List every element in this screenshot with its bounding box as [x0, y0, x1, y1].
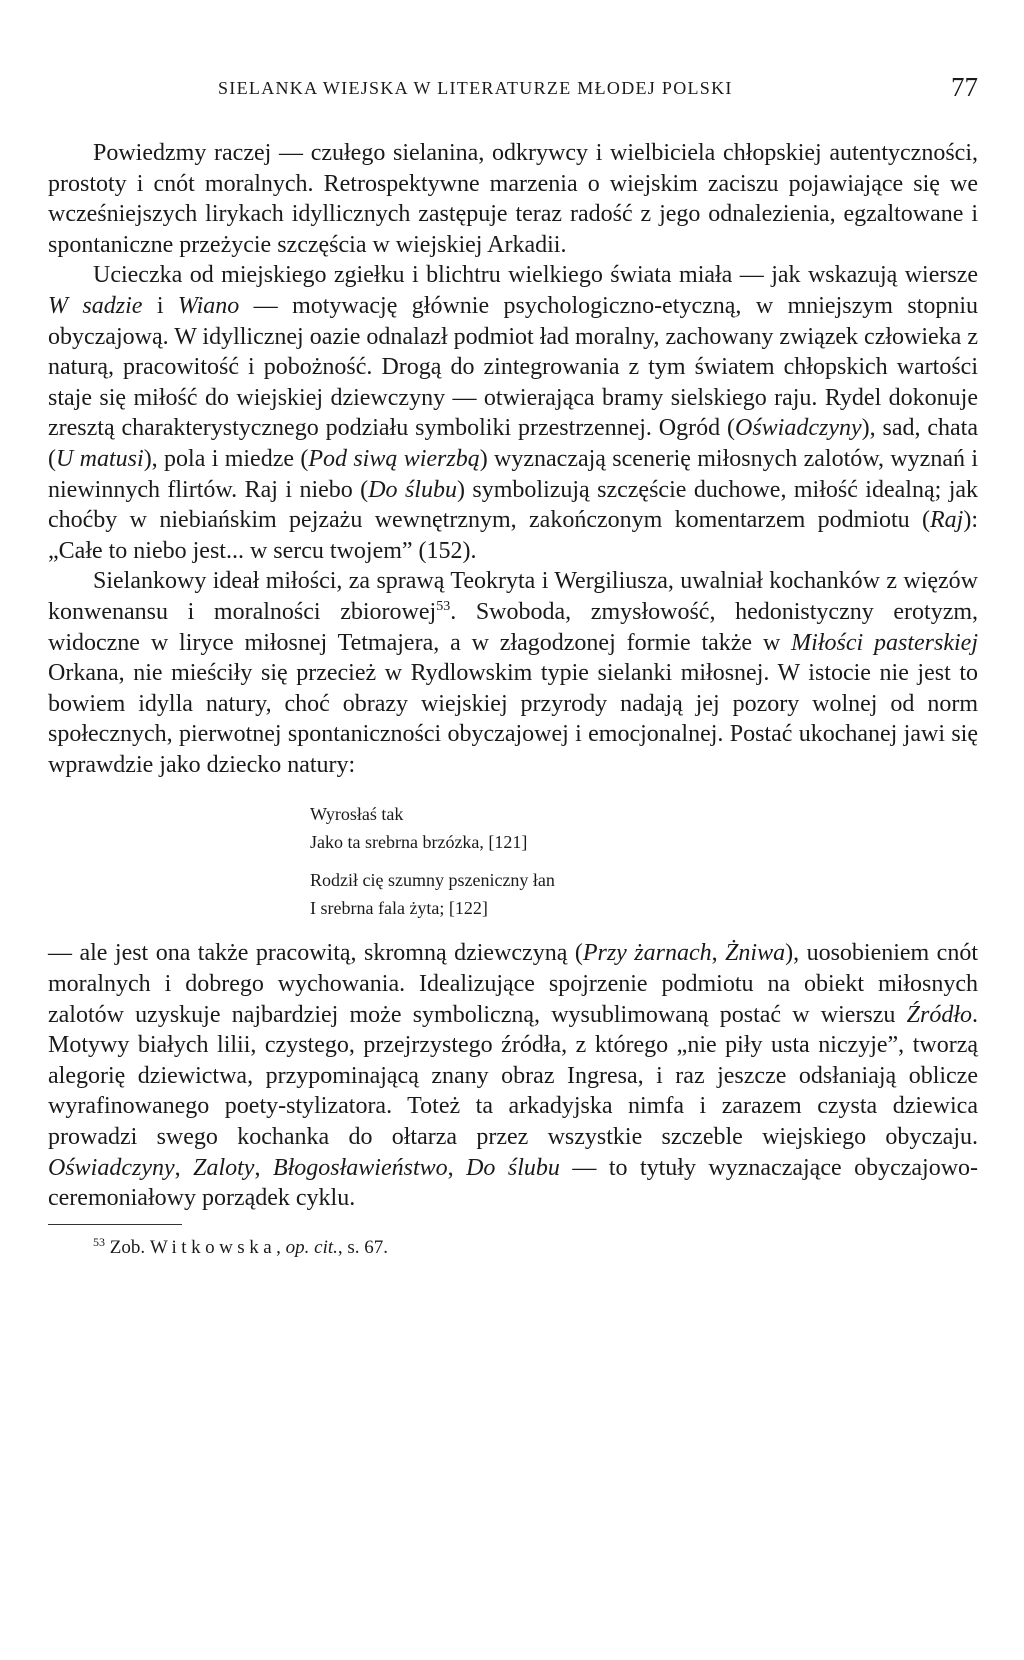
verse-stanza: [310, 800, 978, 856]
text-run: Zob.: [105, 1236, 150, 1258]
poem-title: Błogosławieństwo: [272, 1154, 448, 1181]
poem-title: Do ślubu: [368, 476, 457, 503]
footnote-reference[interactable]: 53: [436, 598, 451, 614]
text-run: ,: [276, 1236, 286, 1258]
book-page: [48, 70, 978, 1261]
verse-quotation: [310, 800, 978, 922]
verse-line: Rodził cię szumny pszeniczny łan: [310, 870, 555, 891]
poem-title: Oświadczyny: [734, 415, 862, 442]
text-run: ,: [447, 1154, 467, 1181]
verse-line: Wyrosłaś tak: [310, 804, 404, 825]
poem-title: Oświadczyny: [48, 1154, 175, 1181]
text-run: — ale jest ona także pracowitą, skromną dziewczyną (: [48, 940, 583, 967]
poem-title: Zaloty: [193, 1154, 255, 1181]
poem-title: Żniwa: [725, 940, 786, 967]
page-number: 77: [951, 72, 978, 102]
footnote-separator: [48, 1224, 182, 1225]
poem-title: W sadzie: [48, 292, 143, 319]
text-run: ) symbolizują szczęście duchowe, miłość idealną; jak choćby w niebiańskim pejzażu wewnętrznym, zakończonym komentarzem podmiotu (: [48, 476, 979, 534]
text-run: — to tytuły wyznaczające obyczajowo-ceremoniałowy porządek cyklu.: [48, 1154, 979, 1212]
paragraph-3: [48, 566, 978, 780]
poem-title: Do ślubu: [466, 1154, 560, 1181]
text-run: ,: [711, 940, 726, 967]
work-title: Miłości pasterskiej: [791, 629, 978, 656]
poem-title: Źródło: [906, 1001, 972, 1028]
text-run: — motywację głównie psychologiczno-etyczną, w mniejszym stopniu obyczajową. W idyllicznej oazie odnalazł podmiot ład moralny, zachowany związek człowieka z naturą, pracowitość i pobożność. Drogą do zintegrowania z tym światem chłopskich wartości staje się miłość do wiejskiej dziewczyny — otwierająca bramy sielskiego raju. Rydel dokonuje zresztą charakterystycznego podziału symboliki przestrzennej. Ogród (: [48, 292, 978, 442]
footnote: [93, 1235, 978, 1261]
text-run: Sielankowy ideał miłości, za sprawą Teokryta i Wergiliusza, uwalniał kochanków z więzów konwenansu i moralności zbiorowej: [48, 568, 978, 625]
paragraph-4: [48, 938, 978, 1213]
verse-stanza: [310, 866, 978, 922]
poem-title: Pod siwą wierzbą: [308, 445, 480, 472]
text-run: ,: [254, 1154, 273, 1181]
poem-title: Wiano: [177, 292, 240, 319]
paragraph-2: [48, 260, 978, 566]
text-run: Powiedzmy raczej — czułego sielanina, odkrywcy i wielbiciela chłopskiej autentyczności, prostoty i cnót moralnych. Retrospektywne marzenia o wiejskim zaciszu pojawiające się we wcześniejszych lirykach idyllicznych zastępuje teraz radość z jego odnalezienia, egzaltowane i spontaniczne przeżycie szczęścia w wiejskiej Arkadii.: [48, 140, 978, 258]
verse-line: I srebrna fala żyta; [122]: [310, 898, 488, 919]
poem-title: Przy żarnach: [582, 940, 712, 967]
footnote-citation: op. cit.: [285, 1236, 338, 1258]
poem-title: U matusi: [56, 445, 144, 472]
verse-line: Jako ta srebrna brzózka, [121]: [310, 832, 528, 853]
text-run: ): „Całe to niebo jest... w sercu twojem” (152).: [48, 507, 978, 564]
text-run: ), pola i miedze (: [143, 445, 309, 472]
text-run: ), sad, chata (: [48, 415, 978, 472]
text-run: . Swoboda, zmysłowość, hedonistyczny erotyzm, widoczne w liryce miłosnej Tetmajera, a w złagodzonej formie także w: [48, 598, 979, 656]
text-run: i: [142, 292, 178, 319]
running-head: [48, 70, 978, 110]
running-title: SIELANKA WIEJSKA W LITERATURZE MŁODEJ POLSKI: [218, 78, 733, 98]
body-text: [48, 138, 978, 1214]
text-run: , s. 67.: [337, 1236, 389, 1258]
text-run: Ucieczka od miejskiego zgiełku i blichtru wielkiego świata miała — jak wskazują wiersze: [93, 262, 978, 289]
text-run: ,: [174, 1154, 194, 1181]
text-run: . Motywy białych lilii, czystego, przejrzystego źródła, z którego „nie piły usta niczyje”, tworzą alegorię dziewictwa, przypominającą znany obraz Ingresa, i raz jeszcze odsłaniają oblicze wyrafinowanego poety-stylizatora. Toteż ta arkadyjska nimfa i zarazem czysta dziewica prowadzi swego kochanka do ołtarza przez wszystkie szczeble wiejskiego obyczaju.: [48, 1001, 978, 1151]
footnote-author: Witkowska: [149, 1236, 277, 1258]
poem-title: Raj: [930, 507, 964, 534]
paragraph-1: [48, 138, 978, 260]
footnote-number: 53: [93, 1234, 105, 1249]
text-run: ) wyznaczają scenerię miłosnych zalotów, wyznań i niewinnych flirtów. Raj i niebo (: [48, 445, 978, 503]
text-run: ), uosobieniem cnót moralnych i dobrego wychowania. Idealizujące spojrzenie podmiotu na obiekt miłosnych zalotów uzyskuje najbardziej może symboliczną, wysublimowaną postać w wierszu: [48, 940, 978, 1028]
text-run: Orkana, nie mieściły się przecież w Rydlowskim typie sielanki miłosnej. W istocie nie jest to bowiem idylla natury, choć obrazy wiejskiej przyrody nadają jej pozory wolnej od norm społecznych, pierwotnej spontaniczności obyczajowej i emocjonalnej. Postać ukochanej jawi się wprawdzie jako dziecko natury:: [48, 660, 978, 778]
